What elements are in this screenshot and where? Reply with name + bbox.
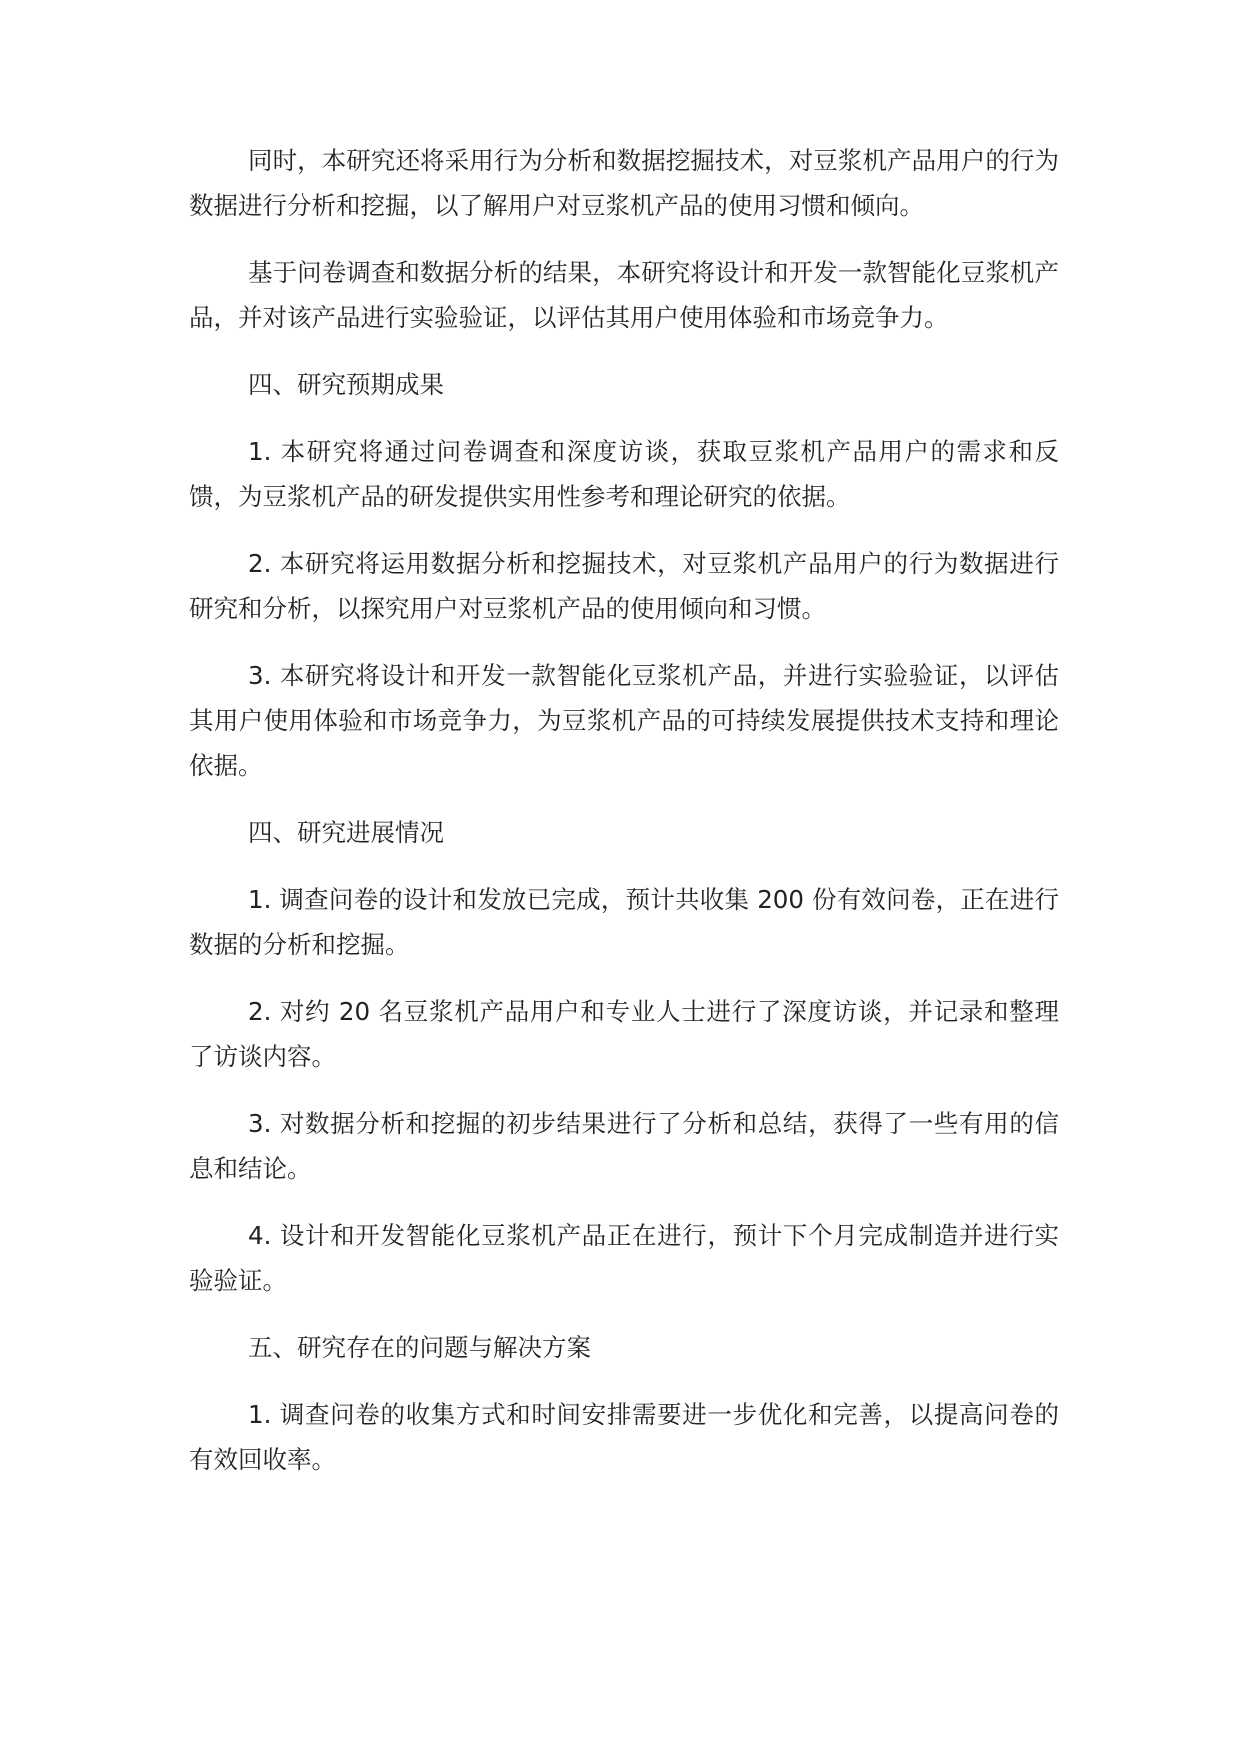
problem-item-1: 1. 调查问卷的收集方式和时间安排需要进一步优化和完善，以提高问卷的有效回收率。 — [189, 1400, 1059, 1474]
paragraph-behavior-analysis: 同时，本研究还将采用行为分析和数据挖掘技术，对豆浆机产品用户的行为数据进行分析和挖掘，以了解用户对豆浆机产品的使用习惯和倾向。 — [189, 146, 1059, 220]
paragraph-product-design: 基于问卷调查和数据分析的结果，本研究将设计和开发一款智能化豆浆机产品，并对该产品进行实验验证，以评估其用户使用体验和市场竞争力。 — [189, 258, 1059, 332]
expected-result-item-3: 3. 本研究将设计和开发一款智能化豆浆机产品，并进行实验验证，以评估其用户使用体验和市场竞争力，为豆浆机产品的可持续发展提供技术支持和理论依据。 — [189, 661, 1059, 780]
progress-item-2: 2. 对约 20 名豆浆机产品用户和专业人士进行了深度访谈，并记录和整理了访谈内容。 — [189, 997, 1059, 1071]
expected-result-item-1: 1. 本研究将通过问卷调查和深度访谈，获取豆浆机产品用户的需求和反馈，为豆浆机产品的研发提供实用性参考和理论研究的依据。 — [189, 437, 1059, 511]
progress-item-3: 3. 对数据分析和挖掘的初步结果进行了分析和总结，获得了一些有用的信息和结论。 — [189, 1109, 1059, 1183]
section-heading-expected-results: 四、研究预期成果 — [248, 370, 444, 399]
expected-result-item-2: 2. 本研究将运用数据分析和挖掘技术，对豆浆机产品用户的行为数据进行研究和分析，以探究用户对豆浆机产品的使用倾向和习惯。 — [189, 549, 1059, 623]
section-heading-progress: 四、研究进展情况 — [248, 818, 444, 847]
section-heading-problems: 五、研究存在的问题与解决方案 — [248, 1333, 591, 1362]
document-page — [189, 138, 1059, 1504]
progress-item-1: 1. 调查问卷的设计和发放已完成，预计共收集 200 份有效问卷，正在进行数据的分析和挖掘。 — [189, 885, 1059, 959]
progress-item-4: 4. 设计和开发智能化豆浆机产品正在进行，预计下个月完成制造并进行实验验证。 — [189, 1221, 1059, 1295]
